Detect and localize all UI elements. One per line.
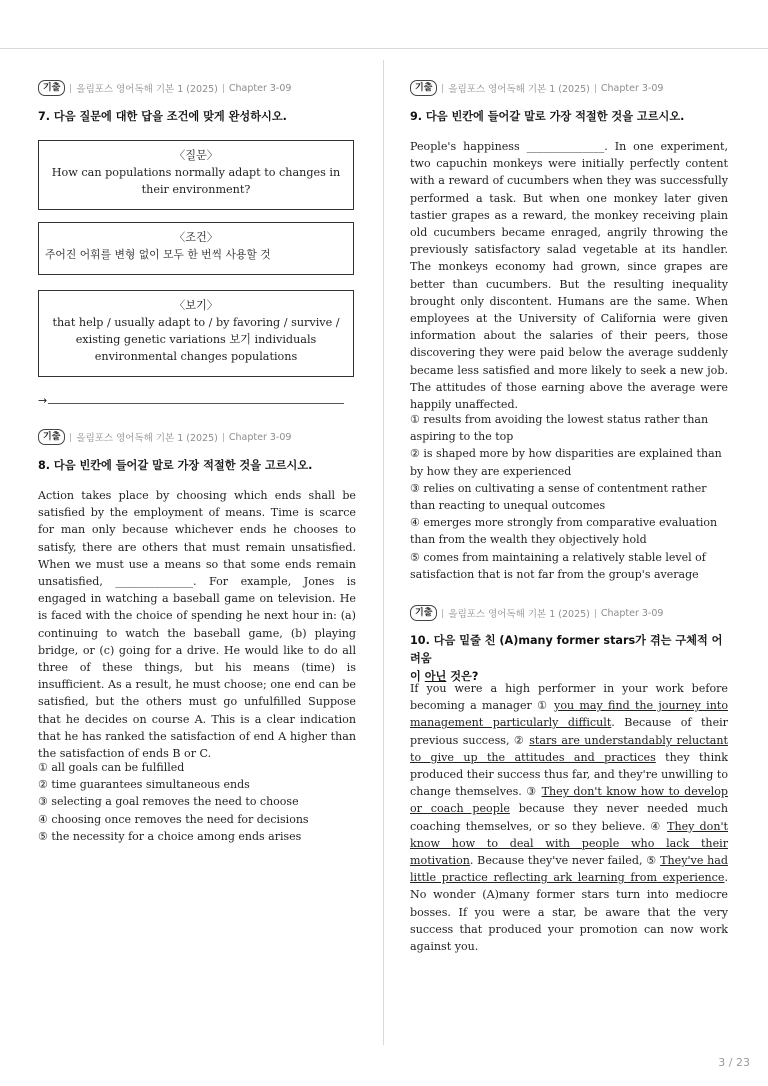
question-8-title: 8. 다음 빈칸에 들어갈 말로 가장 적절한 것을 고르시오.: [38, 459, 313, 472]
box-title: 〈질문〉: [174, 149, 218, 162]
option-3[interactable]: ③ relies on cultivating a sense of contentment rather than reacting to unequal outcomes: [410, 481, 707, 513]
title-line-1: 10. 다음 밑줄 친 (A)many former stars가 겪는 구체적 어려움: [410, 634, 723, 665]
chapter-label: Chapter 3-09: [600, 82, 664, 94]
box-body: that help / usually adapt to / by favoring / survive / existing genetic variations 보기 individuals environmental changes populations: [52, 316, 340, 363]
title-line-2c: 것은?: [446, 670, 479, 683]
source-label: 올림포스 영어독해 기본 1 (2025): [448, 84, 590, 95]
question-9-options: [410, 411, 728, 583]
chapter-label: Chapter 3-09: [600, 607, 664, 619]
underlined-4: They don't know how to deal with people who lack their motivation: [410, 819, 728, 868]
question-10-title: [410, 632, 730, 686]
passage-text: they think produced their success thus far, and they're unwilling to change themselves. ③: [410, 750, 729, 799]
page-number: 3 / 23: [718, 1056, 750, 1069]
question-10-passage: [410, 680, 728, 955]
exam-badge: 기출: [410, 80, 437, 96]
condition-box: [38, 222, 354, 275]
title-line-2a: 이: [410, 670, 425, 683]
chapter-label: Chapter 3-09: [228, 431, 292, 443]
option-1[interactable]: ① all goals can be fulfilled: [38, 761, 185, 774]
option-2[interactable]: ② time guarantees simultaneous ends: [38, 778, 250, 792]
header-divider: [0, 48, 768, 49]
question-8-header: [38, 429, 291, 445]
option-4[interactable]: ④ emerges more strongly from comparative evaluation than from the wealth they objectively hold: [410, 516, 718, 547]
exam-badge: 기출: [38, 80, 65, 96]
source-label: 올림포스 영어독해 기본 1 (2025): [448, 609, 590, 620]
underlined-5: They've had little practice reflecting ark learning from experience: [410, 854, 728, 885]
question-7-title: 7. 다음 질문에 대한 답을 조건에 맞게 완성하시오.: [38, 110, 287, 123]
passage-text: . Because of their previous success, ②: [410, 716, 728, 747]
passage-text: If you were a high performer in your work before becoming a manager ①: [410, 682, 728, 713]
box-title: 〈보기〉: [174, 299, 218, 312]
question-8-options: [38, 759, 356, 845]
question-8-passage: Action takes place by choosing which ends shall be satisfied by the employment of means. Time is scarce for man only because whichever ends he chooses to satisfy, there are others that must remain unsatisfied. When we must use a means so that some ends remain unsatisfied, ______________. For example, Jones is engaged in watching a baseball game on television. He is faced with the choice of spending he next hour in: (a) continuing to watch the baseball game, (b) playing bridge, or (c) going for a drive. He would like to do all three of these things, but his means (time) is insufficient. As a result, he must choose; one end can be satisfied, but the others must go unfulfilled Suppose that he decides on course A. This is a clear indication that he has ranked the satisfaction of end A higher than the satisfaction of ends B or C.: [38, 489, 356, 761]
question-9-header: [410, 80, 663, 96]
separator: [595, 609, 596, 618]
arrow-icon: →: [38, 394, 48, 407]
separator: [70, 84, 71, 93]
question-10-header: [410, 605, 663, 621]
underlined-3: They don't know how to develop or coach people: [410, 785, 728, 816]
word-bank-box: [38, 290, 354, 377]
exam-badge: 기출: [38, 429, 65, 445]
question-box: [38, 140, 354, 210]
passage-text: . No wonder (A)many former stars turn into mediocre bosses. If you were a star, be aware that the very success that produced your promotion can now work against you.: [410, 871, 728, 954]
question-9-passage: People's happiness ______________. In one experiment, two capuchin monkeys were initially perfectly content with a reward of cucumbers when they was successfully performed a task. But when one monkey later given tastier grapes as a reward, the monkey receiving plain old cucumbers became enraged, angrily throwing the previously satisfactory salad vegetable at its handler. The monkeys economy had grown, since grapes are better than cucumbers. But the resulting inequality brought only discontent. Humans are the same. When employees at the University of California were given information about the salaries of their peers, those discovering they were paid below the average suddenly became less satisfied and more likely to seek a new job. The attitudes of those earning above the average were happily unaffected.: [410, 140, 728, 412]
source-label: 올림포스 영어독해 기본 1 (2025): [76, 84, 218, 95]
option-5[interactable]: ⑤ the necessity for a choice among ends arises: [38, 829, 302, 843]
title-emphasis: 아닌: [424, 670, 447, 683]
answer-underline: [48, 403, 344, 404]
exam-badge: 기출: [410, 605, 437, 621]
option-4[interactable]: ④ choosing once removes the need for decisions: [38, 812, 309, 826]
separator: [442, 84, 443, 93]
box-body: How can populations normally adapt to changes in their environment?: [51, 166, 341, 196]
separator: [223, 84, 224, 93]
passage-text: because they never needed much coaching themselves, or so they believe. ④: [410, 802, 728, 833]
passage-text: . Because they've never failed, ⑤: [469, 854, 661, 868]
question-9-title: 9. 다음 빈칸에 들어갈 말로 가장 적절한 것을 고르시오.: [410, 110, 685, 123]
option-3[interactable]: ③ selecting a goal removes the need to choose: [38, 795, 299, 809]
option-1[interactable]: ① results from avoiding the lowest status rather than aspiring to the top: [410, 413, 709, 444]
separator: [70, 433, 71, 442]
question-7-header: [38, 80, 291, 96]
underlined-2: stars are understandably reluctant to give up the attitudes and practices: [410, 733, 728, 764]
option-2[interactable]: ② is shaped more by how disparities are explained than by how they are experienced: [410, 447, 722, 478]
column-divider: [383, 60, 384, 1045]
box-title: 〈조건〉: [174, 231, 218, 244]
chapter-label: Chapter 3-09: [228, 82, 292, 94]
separator: [595, 84, 596, 93]
separator: [223, 433, 224, 442]
option-5[interactable]: ⑤ comes from maintaining a relatively stable level of satisfaction that is not far from the group's average: [410, 550, 706, 581]
separator: [442, 609, 443, 618]
underlined-1: you may find the journey into management particularly difficult: [410, 699, 728, 730]
source-label: 올림포스 영어독해 기본 1 (2025): [76, 433, 218, 444]
box-body: 주어진 어휘를 변형 없이 모두 한 번씩 사용할 것: [45, 248, 271, 261]
answer-line[interactable]: [38, 394, 344, 408]
